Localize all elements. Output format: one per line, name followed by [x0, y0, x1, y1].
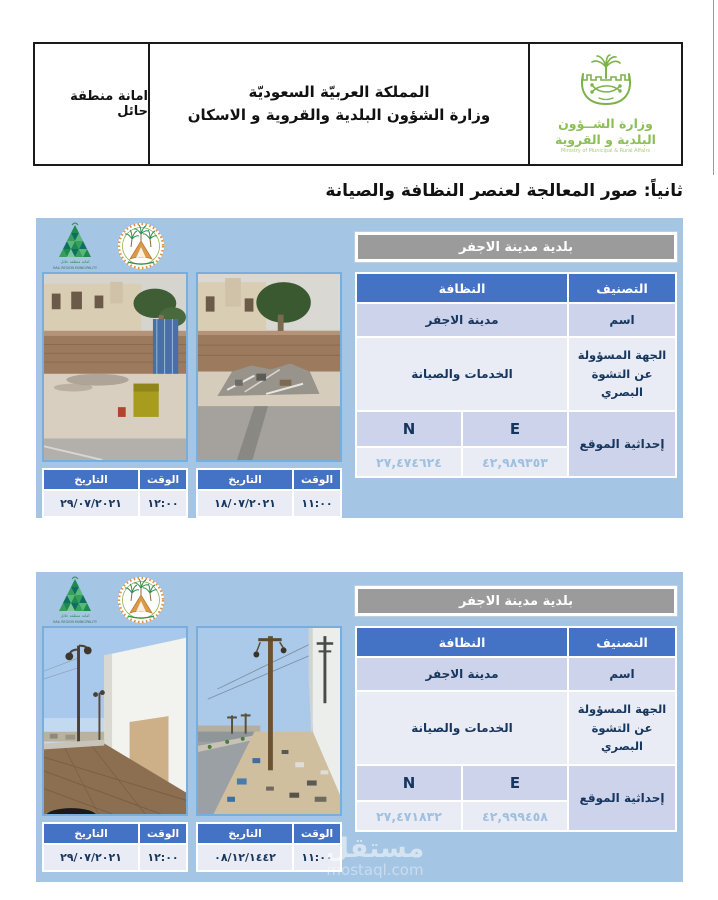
- time-value: ١١:٠٠: [294, 491, 340, 516]
- time-value: ١٢:٠٠: [140, 491, 186, 516]
- kingdom-title: المملكة العربيّة السعوديّة: [248, 82, 430, 101]
- coordinates-label: إحداثية الموقع: [569, 766, 675, 830]
- svg-text:HAIL REGION MUNICIPALITY: HAIL REGION MUNICIPALITY: [53, 266, 97, 270]
- ministry-logo-subtitle: Ministry of Municipal & Rural Affairs: [560, 148, 651, 155]
- site-photo-before: [196, 626, 342, 816]
- info-panel: [355, 586, 677, 832]
- time-value: ١٢:٠٠: [140, 845, 186, 870]
- site-photo-after: [42, 272, 188, 462]
- responsible-entity-value: الخدمات والصيانة: [357, 692, 567, 764]
- date-value: ٢٩/٠٧/٢٠٢١: [44, 491, 138, 516]
- report-block-1: [36, 218, 683, 518]
- letterhead-left-cell: [35, 44, 150, 164]
- date-header: التاريخ: [198, 824, 292, 843]
- name-label: اسم: [569, 658, 675, 690]
- ministry-title: وزارة الشؤون البلدية والقروية و الاسكان: [187, 106, 491, 124]
- page-edge-line: [713, 0, 714, 175]
- photo-scene-yard-clean: [44, 274, 186, 460]
- east-header: E: [463, 766, 567, 800]
- classification-header: التصنيف: [569, 274, 675, 302]
- svg-text:امانة منطقة حائل: امانة منطقة حائل: [60, 613, 90, 618]
- classification-table: [355, 272, 677, 478]
- region-name: امانة منطقة حائل: [70, 89, 148, 119]
- north-header: N: [357, 412, 461, 446]
- municipality-title-bar: بلدية مدينة الاجفر: [355, 586, 677, 616]
- ministry-logo-name-line2: البلدية و القروية: [555, 131, 656, 147]
- north-header: N: [357, 766, 461, 800]
- ajfar-municipality-logo-icon: [116, 575, 166, 629]
- date-value: ٠٨/١٢/١٤٤٢: [198, 845, 292, 870]
- time-header: الوقت: [140, 470, 186, 489]
- watermark-brand: مستقل: [325, 833, 425, 864]
- datetime-table: [196, 468, 342, 518]
- time-header: الوقت: [294, 824, 340, 843]
- east-header: E: [463, 412, 567, 446]
- letterhead-table: [33, 42, 683, 166]
- ajfar-municipality-logo-icon: [116, 221, 166, 275]
- name-value: مدينة الاجفر: [357, 658, 567, 690]
- ministry-logo-name-line1: وزارة الشــؤون: [558, 115, 653, 131]
- coordinates-label: إحداثية الموقع: [569, 412, 675, 476]
- east-value: ٤٢,٩٨٩٣٥٣: [463, 448, 567, 476]
- time-value: ١١:٠٠: [294, 845, 340, 870]
- north-value: ٢٧,٤٧١٨٣٢: [357, 802, 461, 830]
- classification-header: التصنيف: [569, 628, 675, 656]
- municipality-title-bar: بلدية مدينة الاجفر: [355, 232, 677, 262]
- time-header: الوقت: [140, 824, 186, 843]
- classification-table: [355, 626, 677, 832]
- date-header: التاريخ: [44, 824, 138, 843]
- datetime-table: [196, 822, 342, 872]
- date-value: ١٨/٠٧/٢٠٢١: [198, 491, 292, 516]
- date-header: التاريخ: [198, 470, 292, 489]
- site-photo-after: [42, 626, 188, 816]
- time-header: الوقت: [294, 470, 340, 489]
- east-value: ٤٢,٩٩٩٤٥٨: [463, 802, 567, 830]
- section-title: ثانياً: صور المعالجة لعنصر النظافة والصيانة: [325, 181, 683, 201]
- responsible-entity-value: الخدمات والصيانة: [357, 338, 567, 410]
- site-photo-before: [196, 272, 342, 462]
- north-value: ٢٧,٤٧٤٦٢٤: [357, 448, 461, 476]
- date-header: التاريخ: [44, 470, 138, 489]
- info-panel: [355, 232, 677, 478]
- ministry-logo-icon: [563, 54, 649, 116]
- letterhead-logo-cell: [530, 44, 681, 164]
- svg-text:امانة منطقة حائل: امانة منطقة حائل: [60, 259, 90, 264]
- date-value: ٢٩/٠٧/٢٠٢١: [44, 845, 138, 870]
- photo-scene-sidewalk-clean: [44, 628, 186, 814]
- responsible-entity-label: الجهة المسؤولة عن التشوة البصري: [569, 338, 675, 410]
- logos-row: [44, 221, 166, 275]
- hail-municipality-logo-icon: [44, 575, 106, 629]
- responsible-entity-label: الجهة المسؤولة عن التشوة البصري: [569, 692, 675, 764]
- datetime-table: [42, 822, 188, 872]
- photo-scene-roadside-litter: [198, 628, 340, 814]
- report-block-2: [36, 572, 683, 882]
- classification-value: النظافة: [357, 628, 567, 656]
- name-label: اسم: [569, 304, 675, 336]
- photo-scene-debris: [198, 274, 340, 460]
- classification-value: النظافة: [357, 274, 567, 302]
- letterhead-center-cell: [150, 44, 530, 164]
- svg-text:HAIL REGION MUNICIPALITY: HAIL REGION MUNICIPALITY: [53, 620, 97, 624]
- watermark-domain: mostaql.com: [326, 861, 424, 879]
- name-value: مدينة الاجفر: [357, 304, 567, 336]
- logos-row: [44, 575, 166, 629]
- hail-municipality-logo-icon: [44, 221, 106, 275]
- datetime-table: [42, 468, 188, 518]
